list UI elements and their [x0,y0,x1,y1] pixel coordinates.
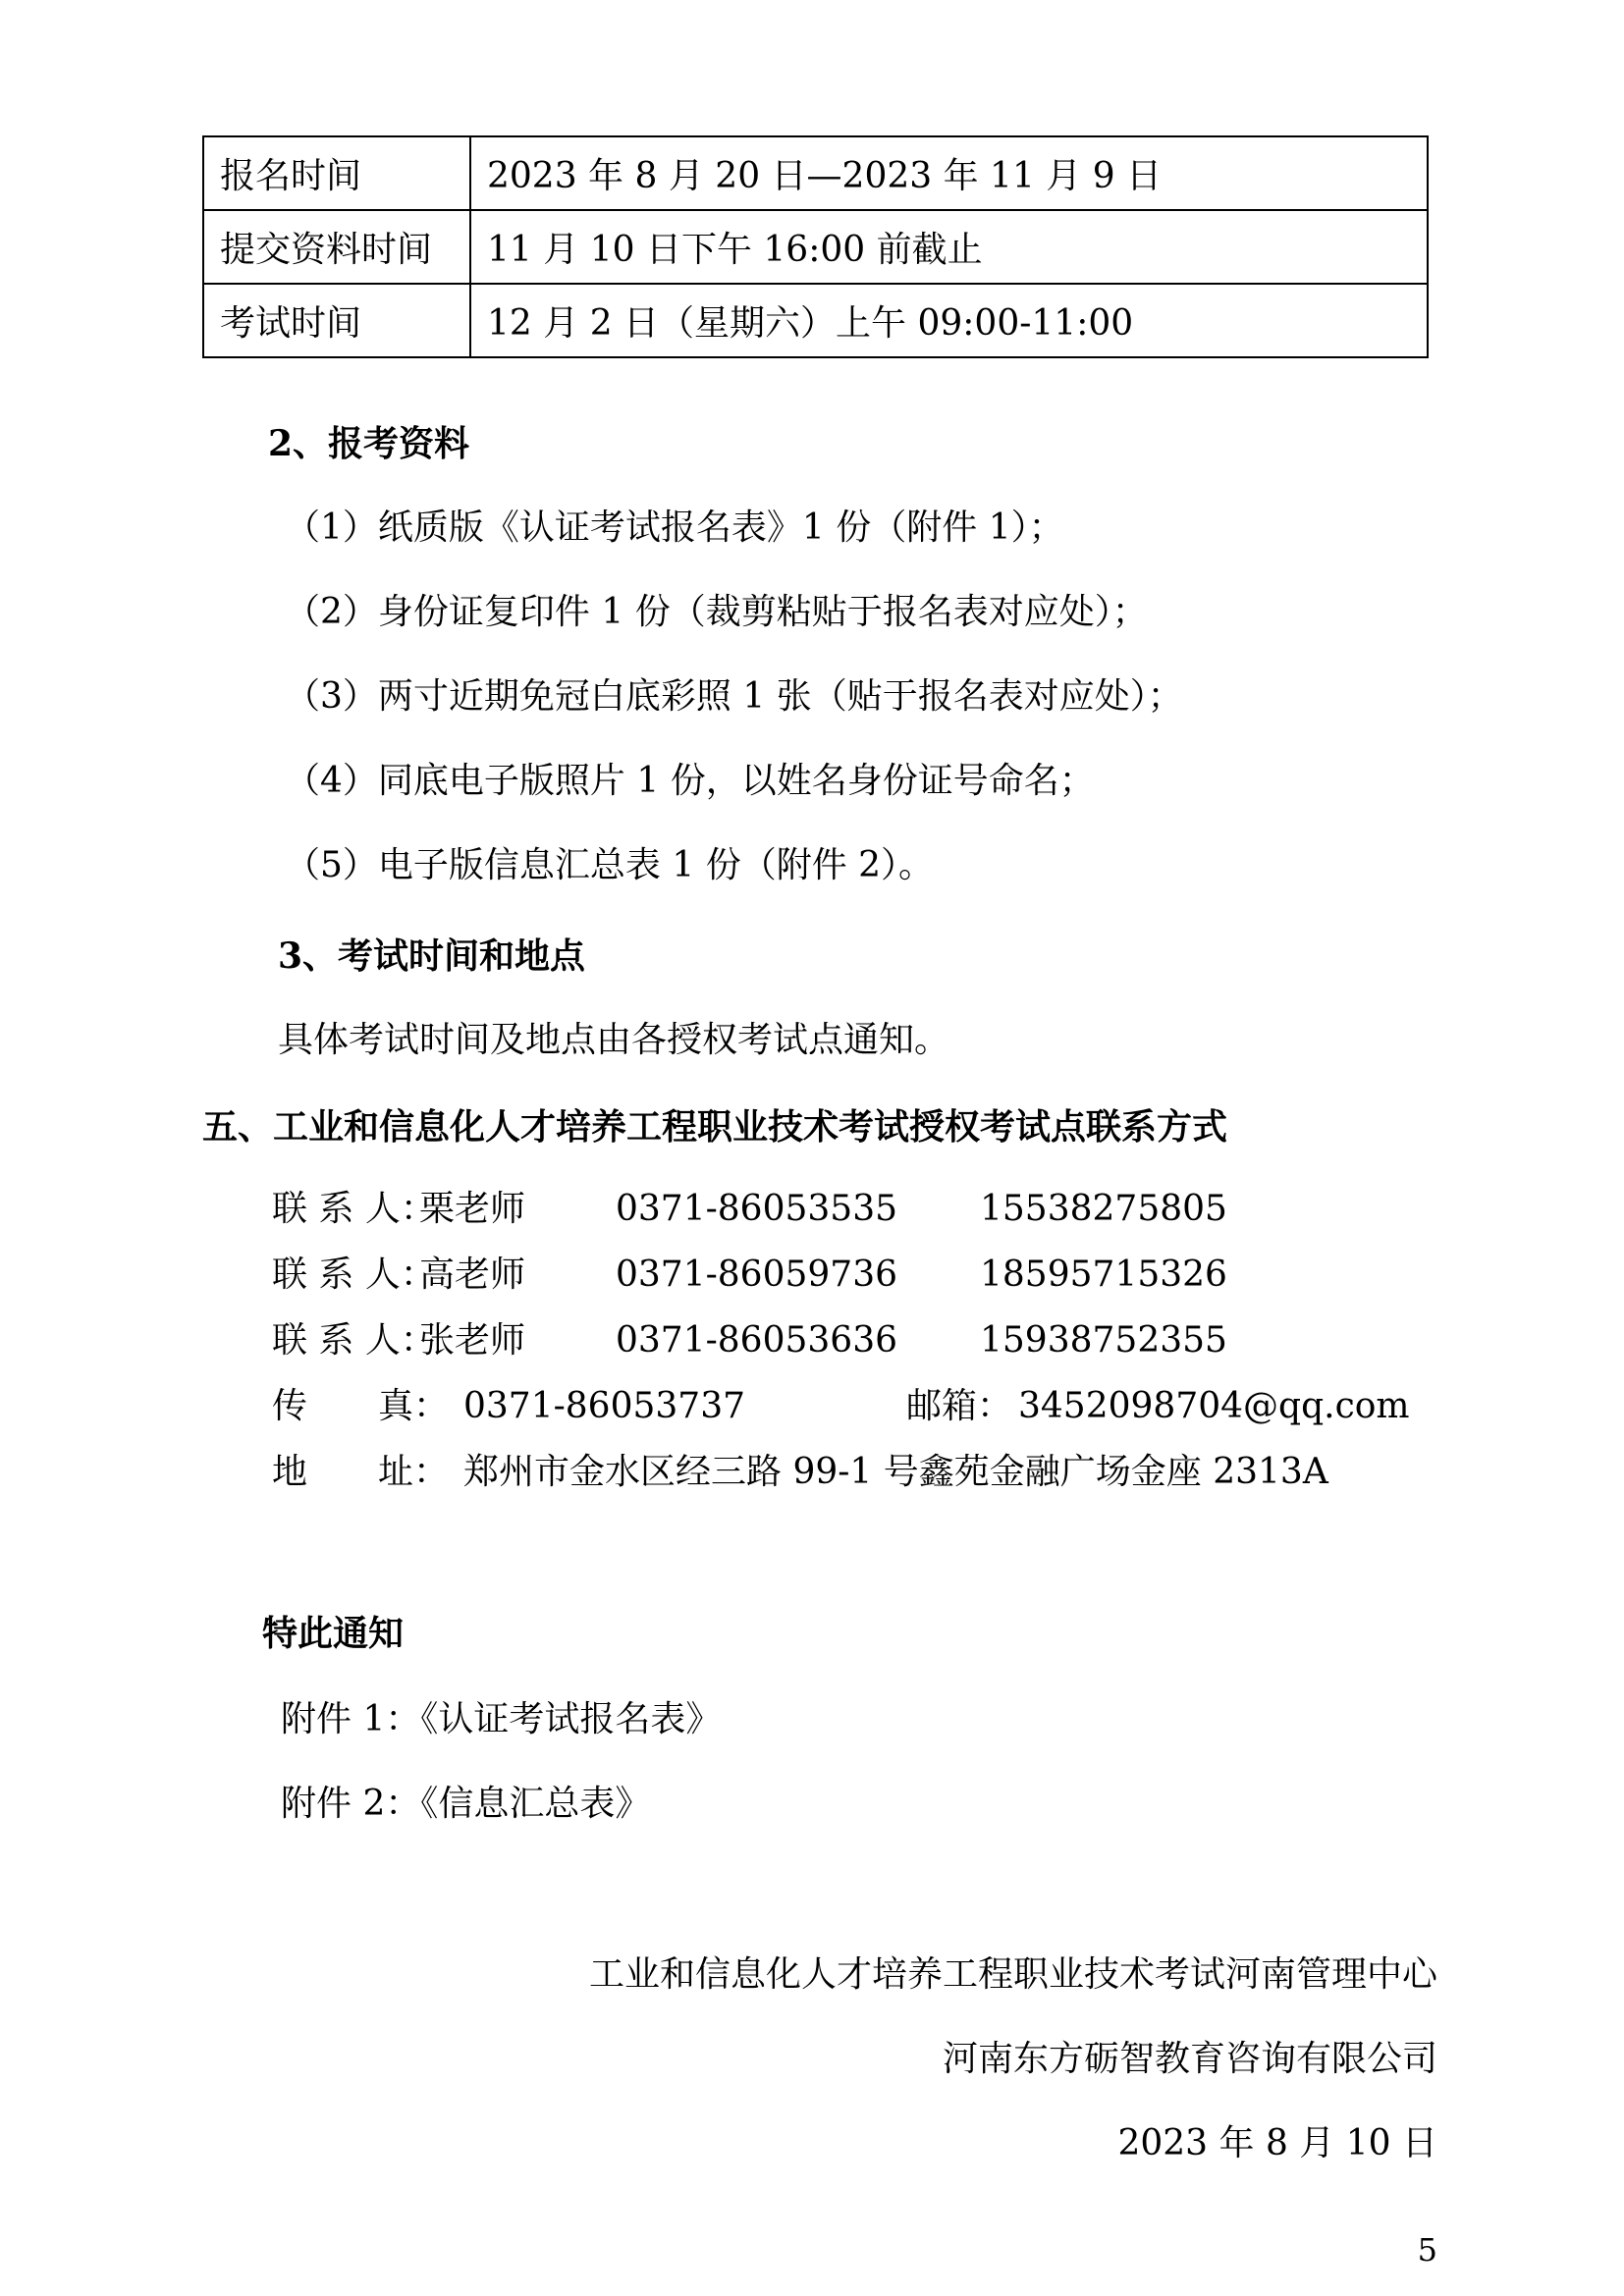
list-item: （2）身份证复印件 1 份（裁剪粘贴于报名表对应处）； [285,592,1148,632]
signature-date: 2023 年 8 月 10 日 [1117,2123,1437,2163]
list-item: （4）同底电子版照片 1 份，以姓名身份证号命名； [285,761,1095,801]
address-text: 郑州市金水区经三路 99-1 号鑫苑金融广场金座 2313A [463,1452,1328,1492]
table-row [203,136,1428,210]
list-item: （1）纸质版《认证考试报名表》1 份（附件 1）； [285,507,1064,548]
contact-mobile: 15938752355 [980,1320,1227,1361]
section5-heading: 五、工业和信息化人才培养工程职业技术考试授权考试点联系方式 [202,1106,1228,1148]
contact-label: 联 系 人： [272,1189,436,1229]
exam-heading: 3、考试时间和地点 [278,935,586,977]
schedule-value: 2023 年 8 月 20 日—2023 年 11 月 9 日 [470,136,1428,210]
table-row [203,210,1428,284]
schedule-table [202,135,1429,358]
table-row [203,284,1428,357]
attachment-item: 附件 1：《认证考试报名表》 [281,1699,722,1739]
schedule-label: 提交资料时间 [203,210,470,284]
contact-label: 联 系 人： [272,1255,436,1295]
schedule-value: 12 月 2 日（星期六）上午 09:00-11:00 [470,284,1428,357]
contact-name: 高老师 [419,1255,526,1295]
contact-phone: 0371-86053535 [616,1189,898,1229]
fax-label: 传 真： [272,1386,450,1426]
page-number: 5 [1417,2231,1437,2269]
email-label: 邮箱： [906,1386,1013,1426]
address-label: 地 址： [272,1452,450,1492]
contact-label: 联 系 人： [272,1320,436,1361]
materials-heading: 2、报考资料 [268,423,470,464]
contact-mobile: 18595715326 [980,1255,1227,1295]
contact-name: 张老师 [419,1320,526,1361]
fax-number: 0371-86053737 [463,1386,746,1426]
exam-text: 具体考试时间及地点由各授权考试点通知。 [278,1020,950,1060]
contact-phone: 0371-86059736 [616,1255,898,1295]
schedule-label: 报名时间 [203,136,470,210]
attachment-item: 附件 2：《信息汇总表》 [281,1784,651,1824]
contact-phone: 0371-86053636 [616,1320,898,1361]
list-item: （3）两寸近期免冠白底彩照 1 张（贴于报名表对应处）； [285,676,1183,717]
email-address: 3452098704@qq.com [1018,1386,1410,1426]
contact-name: 栗老师 [419,1189,526,1229]
list-item: （5）电子版信息汇总表 1 份（附件 2）。 [285,845,935,885]
signature-org1: 工业和信息化人才培养工程职业技术考试河南管理中心 [588,1954,1437,1995]
notice-text: 特此通知 [262,1613,405,1654]
contact-mobile: 15538275805 [980,1189,1227,1229]
schedule-value: 11 月 10 日下午 16:00 前截止 [470,210,1428,284]
signature-org2: 河南东方砺智教育咨询有限公司 [942,2039,1437,2079]
schedule-label: 考试时间 [203,284,470,357]
